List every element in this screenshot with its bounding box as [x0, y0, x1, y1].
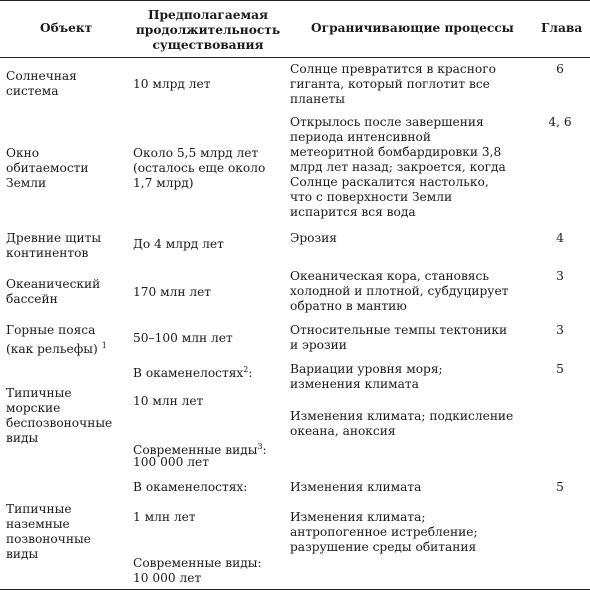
row-shields-chapter: 4: [556, 231, 564, 245]
row-land-fossil-processes: Изменения климата: [290, 480, 422, 494]
row-marine-species-object: Типичные морские беспозвоночные виды: [6, 386, 113, 445]
header-object: Объект: [40, 21, 93, 35]
row-land-modern-processes: Изменения климата; антропогенное истребление; разрушение среды обитания: [290, 510, 478, 554]
row-land-modern-label: Современные виды:: [133, 556, 262, 570]
header-chapter: Глава: [541, 21, 583, 35]
row-marine-modern-label-colon: :: [262, 443, 267, 458]
footnote-2-marker: 2: [243, 365, 249, 374]
row-ocean-basin-processes: Океаническая кора, становясь холодной и плотной, субдуцирует обратно в мантию: [290, 269, 509, 313]
row-marine-fossil-label: [133, 362, 253, 381]
row-habitability-processes: Открылось после завершения периода интенсивной метеоритной бомбардировки 3,8 млрд лет назад; закроется, когда Солнце раскалится настолько, что с поверхности Земли испарится вся вода: [290, 115, 506, 219]
header-processes: Ограничивающие процессы: [311, 21, 514, 35]
footnote-3-marker: 3: [257, 442, 263, 451]
row-marine-fossil-duration: 10 млн лет: [133, 394, 204, 408]
row-habitability-duration: Около 5,5 млрд лет (осталось еще около 1,7 млрд): [133, 146, 266, 190]
row-mountain-belts-processes: Относительные темпы тектоники и эрозии: [290, 323, 508, 352]
row-solar-system-processes: Солнце превратится в красного гиганта, который поглотит все планеты: [290, 62, 496, 106]
row-land-species-chapter: 5: [556, 480, 564, 494]
footnote-1-marker: 1: [101, 341, 107, 350]
row-marine-species-chapter: 5: [556, 362, 564, 376]
row-habitability-chapter: 4, 6: [548, 115, 572, 129]
row-habitability-object: Окно обитаемости Земли: [6, 146, 89, 190]
row-land-species-object: Типичные наземные позвоночные виды: [6, 502, 91, 561]
row-marine-modern-processes: Изменения климата; подкисление океана, аноксия: [290, 409, 514, 438]
row-ocean-basin-object: Океанический бассейн: [6, 277, 101, 306]
table-top-rule: [0, 0, 590, 1]
row-mountain-belts-duration: 50–100 млн лет: [133, 331, 233, 345]
row-marine-fossil-label-text: В окаменелостях: [133, 366, 244, 381]
row-shields-processes: Эрозия: [290, 231, 337, 245]
row-mountain-belts-object: [6, 323, 107, 357]
header-duration: Предполагаемая продолжительность существования: [135, 8, 281, 52]
row-marine-fossil-label-colon: :: [248, 366, 253, 381]
row-solar-system-object: Солнечная система: [6, 69, 77, 98]
row-mountain-belts-object-text: Горные пояса (как рельефы): [6, 323, 98, 357]
row-land-fossil-label: В окаменелостях:: [133, 480, 248, 494]
row-ocean-basin-chapter: 3: [556, 269, 564, 283]
row-solar-system-chapter: 6: [556, 62, 564, 76]
row-marine-modern-duration: 100 000 лет: [133, 455, 209, 469]
row-marine-modern-label-text: Современные виды: [133, 443, 258, 458]
row-solar-system-duration: 10 млрд лет: [133, 77, 211, 91]
row-land-modern-duration: 10 000 лет: [133, 571, 202, 585]
row-land-fossil-duration: 1 млн лет: [133, 510, 196, 524]
table-header-rule: [0, 57, 590, 58]
row-mountain-belts-chapter: 3: [556, 323, 564, 337]
row-shields-object: Древние щиты континентов: [6, 231, 102, 260]
row-shields-duration: До 4 млрд лет: [133, 237, 224, 251]
row-marine-fossil-processes: Вариации уровня моря; изменения климата: [290, 362, 443, 391]
row-ocean-basin-duration: 170 млн лет: [133, 285, 212, 299]
